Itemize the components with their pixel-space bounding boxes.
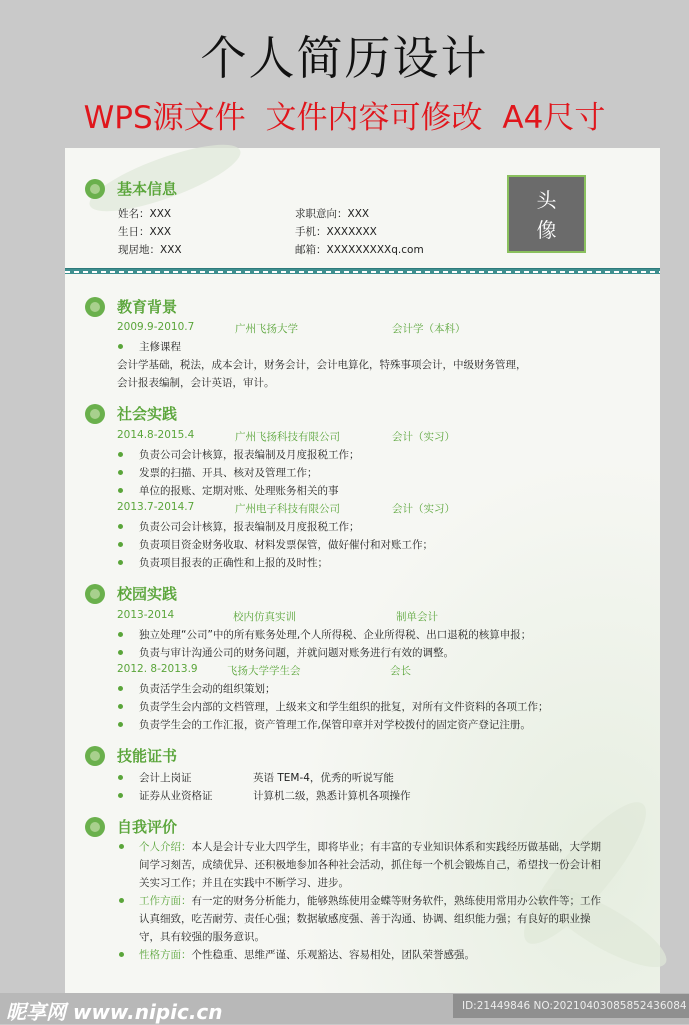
section-self-evaluation [85, 816, 177, 837]
list-item [119, 699, 549, 714]
item-label: 个人介绍： [139, 841, 192, 853]
list-item [119, 519, 360, 534]
skill-detail: 计算机二级，熟悉计算机各项操作 [253, 790, 411, 802]
section-bullet-icon [85, 404, 105, 424]
list-item-text: 主修课程 [139, 341, 181, 353]
list-item-text: 负责活学生会动的组织策划； [139, 683, 276, 695]
section-campus-practice [85, 583, 177, 604]
page-subtitle: WPS源文件 文件内容可修改 A4尺寸 [83, 100, 606, 136]
section-heading: 校园实践 [117, 585, 178, 603]
list-item [119, 339, 181, 354]
page-title: 个人简历设计 [200, 31, 489, 85]
job-intent-field: 求职意向：XXX [295, 208, 370, 220]
job-role: 会计（实习） [392, 503, 455, 515]
list-item [119, 627, 531, 642]
list-item [119, 770, 192, 785]
list-item-text: 发票的扫描、开具、核对及管理工作； [139, 467, 318, 479]
job-date: 2014.8-2015.4 [117, 429, 195, 441]
skill-name: 会计上岗证 [139, 772, 192, 784]
edu-date: 2009.9-2010.7 [117, 321, 195, 333]
list-item-text: 负责公司会计核算，报表编制及月度报税工作； [139, 449, 360, 461]
self-eval-item [139, 892, 609, 946]
list-item-text: 负责项目资金财务收取、材料发票保管，做好催付和对账工作； [139, 539, 433, 551]
list-item-text: 负责学生会的工作汇报，资产管理工作,保管印章并对学校拨付的固定资产登记注册。 [139, 719, 531, 731]
edu-school: 广州飞扬大学 [235, 323, 298, 335]
section-divider [65, 268, 660, 274]
job-date: 2013.7-2014.7 [117, 501, 195, 513]
section-bullet-icon [85, 817, 105, 837]
watermark-id: ID:21449846 NO:20210403085852436084 [453, 994, 689, 1018]
list-item [119, 645, 454, 660]
section-social-practice [85, 403, 177, 424]
courses-line: 会计报表编制，会计英语，审计。 [117, 377, 275, 389]
list-item-text: 单位的报账、定期对账、处理账务相关的事 [139, 485, 339, 497]
item-text: 本人是会计专业大四学生，即将毕业；有丰富的专业知识体系和实践经历做基础，大学期间学习刻苦，成绩优异、还积极地参加各种社会活动，抓住每一个机会锻炼自己，希望找一份会计相关实习工作；并且在实践中不断学习、进步。 [139, 841, 601, 889]
item-text: 个性稳重、思维严谨、乐观豁达、容易相处，团队荣誉感强。 [191, 949, 475, 961]
email-field: 邮箱：XXXXXXXXXq.com [295, 244, 424, 256]
phone-field: 手机：XXXXXXX [295, 226, 377, 238]
campus-date: 2013-2014 [117, 609, 175, 621]
campus-role: 制单会计 [396, 611, 438, 623]
section-skills [85, 745, 177, 766]
avatar-placeholder [507, 175, 586, 253]
edu-major: 会计学（本科） [392, 323, 466, 335]
list-item [119, 717, 531, 732]
campus-date: 2012. 8-2013.9 [117, 663, 198, 675]
job-company: 广州飞扬科技有限公司 [235, 431, 340, 443]
skill-detail: 英语 TEM-4，优秀的听说写能 [253, 772, 394, 784]
campus-org: 校内仿真实训 [233, 611, 296, 623]
list-item [119, 681, 276, 696]
list-item-text: 负责学生会内部的文档管理，上级来文和学生组织的批复，对所有文件资料的各项工作； [139, 701, 549, 713]
item-text: 有一定的财务分析能力，能够熟练使用金蝶等财务软件，熟练使用常用办公软件等；工作认真细致，吃苦耐劳、责任心强；数据敏感度强、善于沟通、协调、组织能力强；有良好的职业操守，具有较强的服务意识。 [139, 895, 601, 943]
list-item-text: 负责项目报表的正确性和上报的及时性； [139, 557, 328, 569]
birthday-field: 生日：XXX [118, 226, 172, 238]
section-bullet-icon [85, 746, 105, 766]
list-item-text: 独立处理“公司”中的所有账务处理,个人所得税、企业所得税、出口退税的核算申报； [139, 629, 532, 641]
list-item [119, 447, 360, 462]
skill-name: 证券从业资格证 [139, 790, 213, 802]
section-heading: 教育背景 [117, 298, 178, 316]
list-item-text: 负责与审计沟通公司的财务问题，并就问题对账务进行有效的调整。 [139, 647, 454, 659]
list-item [119, 555, 328, 570]
section-heading: 基本信息 [117, 180, 178, 198]
section-heading: 自我评价 [117, 818, 178, 836]
address-field: 现居地：XXX [118, 244, 182, 256]
section-basic-info [85, 178, 177, 199]
item-label: 工作方面： [139, 895, 192, 907]
list-item [119, 537, 433, 552]
list-item [119, 483, 339, 498]
section-heading: 社会实践 [117, 405, 178, 423]
watermark-logo: 昵享网 www.nipic.cn [6, 1000, 223, 1024]
list-item [119, 788, 213, 803]
section-heading: 技能证书 [117, 747, 178, 765]
campus-role: 会长 [390, 665, 411, 677]
self-eval-item [139, 946, 609, 964]
name-field: 姓名：XXX [118, 208, 172, 220]
courses-line: 会计学基础，税法，成本会计，财务会计，会计电算化，特殊事项会计，中级财务管理， [117, 359, 527, 371]
avatar-text: 像 [536, 218, 557, 242]
job-company: 广州电子科技有限公司 [235, 503, 340, 515]
section-bullet-icon [85, 297, 105, 317]
list-item [119, 465, 318, 480]
section-education [85, 296, 177, 317]
self-eval-item [139, 838, 609, 892]
section-bullet-icon [85, 584, 105, 604]
campus-org: 飞扬大学学生会 [227, 665, 301, 677]
job-role: 会计（实习） [392, 431, 455, 443]
item-label: 性格方面： [139, 949, 192, 961]
section-bullet-icon [85, 179, 105, 199]
avatar-text: 头 [536, 188, 557, 212]
list-item-text: 负责公司会计核算，报表编制及月度报税工作； [139, 521, 360, 533]
